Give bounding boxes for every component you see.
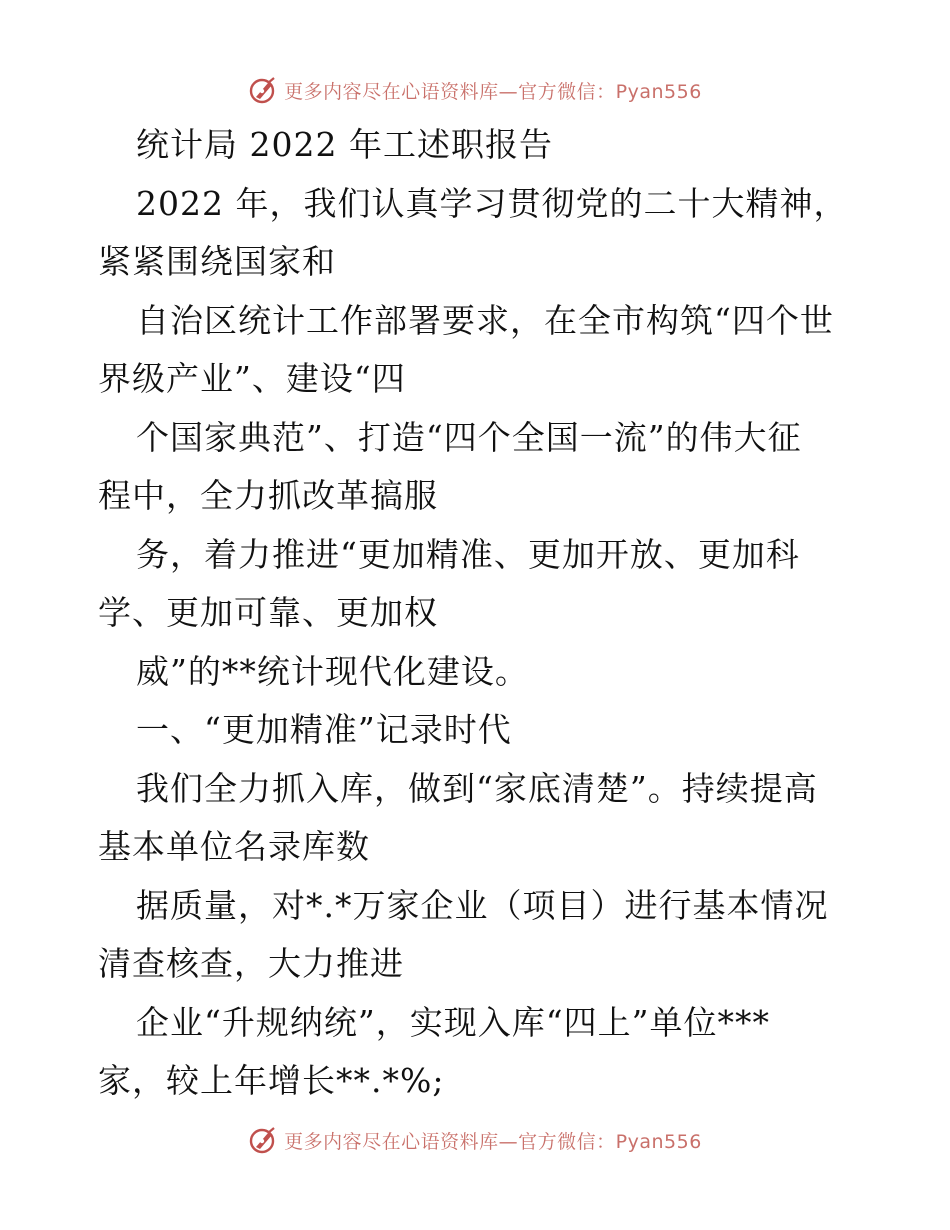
document-line: 务，着力推进“更加精准、更加开放、更加科 [136, 534, 800, 574]
section-heading: 一、“更加精准”记录时代 [136, 710, 512, 749]
document-body [98, 116, 858, 1111]
pen-logo-icon [248, 75, 278, 105]
watermark-header [0, 70, 950, 110]
document-line: 统计局 2022 年工述职报告 [136, 125, 553, 164]
watermark-text: 更多内容尽在心语资料库—官方微信：Pyan556 [284, 1130, 702, 1153]
document-line: 程中，全力抓改革搞服 [98, 476, 438, 515]
document-line: 2022 年，我们认真学习贯彻党的二十大精神， [136, 183, 848, 223]
pen-logo-icon [248, 1125, 278, 1155]
document-line: 清查核查，大力推进 [98, 944, 404, 983]
document-line: 企业“升规纳统”，实现入库“四上”单位*** [136, 1002, 770, 1042]
watermark-footer [0, 1120, 950, 1160]
document-line: 我们全力抓入库，做到“家底清楚”。持续提高 [136, 768, 818, 808]
document-line: 威”的**统计现代化建设。 [136, 651, 529, 691]
document-line: 紧紧围绕国家和 [98, 242, 336, 281]
document-line: 个国家典范”、打造“四个全国一流”的伟大征 [136, 417, 802, 457]
document-line: 自治区统计工作部署要求，在全市构筑“四个世 [136, 300, 834, 340]
document-line: 学、更加可靠、更加权 [98, 593, 438, 632]
document-line: 界级产业”、建设“四 [98, 359, 406, 398]
watermark-text: 更多内容尽在心语资料库—官方微信：Pyan556 [284, 80, 702, 103]
document-line: 据质量，对*.*万家企业（项目）进行基本情况 [136, 885, 829, 925]
document-line: 基本单位名录库数 [98, 827, 370, 866]
document-line: 家，较上年增长**.*%; [98, 1061, 445, 1100]
